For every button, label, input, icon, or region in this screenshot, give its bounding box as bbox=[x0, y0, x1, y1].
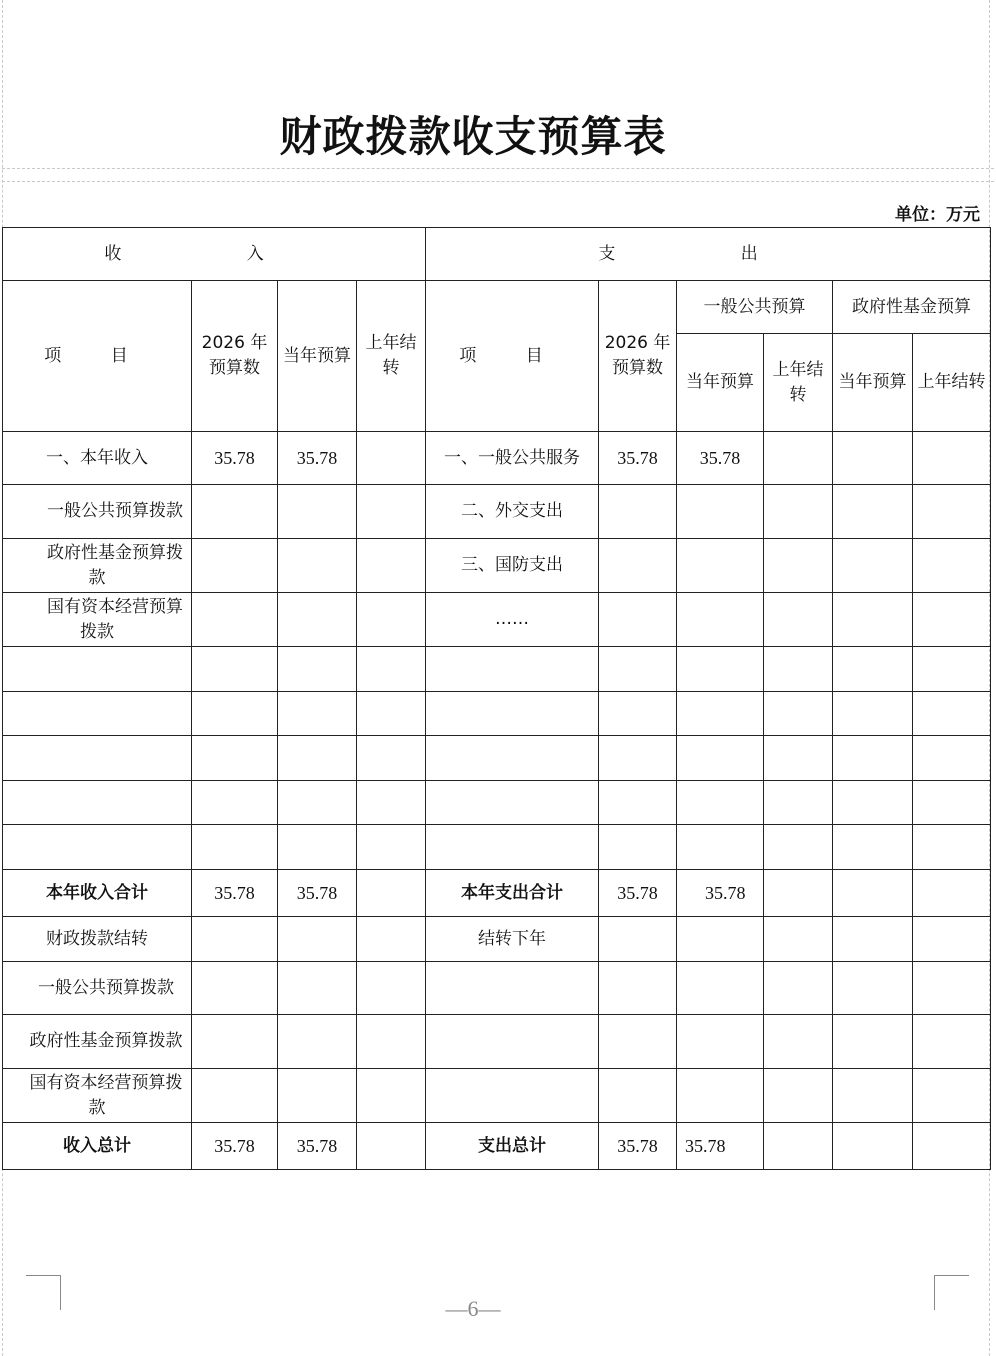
carry-expense-item: 结转下年 bbox=[426, 917, 599, 962]
gf-carry bbox=[913, 539, 991, 593]
gf-current bbox=[833, 485, 913, 539]
income-item: 一般公共预算拨款 bbox=[3, 485, 192, 539]
table-row bbox=[3, 539, 991, 593]
gf-current bbox=[833, 593, 913, 647]
page-number: —6— bbox=[445, 1296, 501, 1321]
income-current bbox=[278, 593, 357, 647]
general-public-budget-header: 一般公共预算 bbox=[677, 281, 833, 334]
gov-fund-budget-header: 政府性基金预算 bbox=[833, 281, 991, 334]
expense-total bbox=[599, 485, 677, 539]
expense-item-header: 项 目 bbox=[426, 281, 599, 432]
budget-table bbox=[2, 227, 991, 1170]
gp-current bbox=[677, 485, 764, 539]
carry-income-item: 国有资本经营预算拨款 bbox=[3, 1069, 192, 1123]
expense-budget-2026-header: 2026 年预算数 bbox=[599, 281, 677, 432]
income-carry bbox=[357, 485, 426, 539]
expense-subtotal-total: 35.78 bbox=[599, 870, 677, 917]
expense-header: 支 出 bbox=[426, 228, 991, 281]
gf-current bbox=[833, 539, 913, 593]
header-guide-bottom bbox=[2, 181, 994, 182]
expense-total bbox=[599, 593, 677, 647]
page-title: 财政拨款收支预算表 bbox=[279, 112, 667, 161]
gf-carry bbox=[913, 485, 991, 539]
income-current bbox=[278, 485, 357, 539]
carry-expense-item bbox=[426, 1015, 599, 1069]
carry-row bbox=[3, 1069, 991, 1123]
column-header-row-1 bbox=[3, 281, 991, 334]
empty-row bbox=[3, 781, 991, 825]
income-item: 国有资本经营预算拨款 bbox=[3, 593, 192, 647]
income-grand-current: 35.78 bbox=[278, 1123, 357, 1170]
gf-current-header: 当年预算 bbox=[833, 334, 913, 432]
carry-income-item: 财政拨款结转 bbox=[3, 917, 192, 962]
income-carry bbox=[357, 539, 426, 593]
gp-carry-header: 上年结转 bbox=[764, 334, 833, 432]
income-budget-2026-header: 2026 年预算数 bbox=[192, 281, 278, 432]
section-header-row bbox=[3, 228, 991, 281]
gp-carry bbox=[764, 593, 833, 647]
carry-row bbox=[3, 962, 991, 1015]
expense-total: 35.78 bbox=[599, 432, 677, 485]
carry-income-item: 一般公共预算拨款 bbox=[3, 962, 192, 1015]
empty-row bbox=[3, 692, 991, 736]
empty-row bbox=[3, 825, 991, 870]
expense-item: …… bbox=[426, 593, 599, 647]
income-grand-total: 35.78 bbox=[192, 1123, 278, 1170]
income-carry bbox=[357, 593, 426, 647]
carry-row bbox=[3, 917, 991, 962]
income-total bbox=[192, 593, 278, 647]
gf-carry bbox=[913, 593, 991, 647]
table-row bbox=[3, 485, 991, 539]
table-row bbox=[3, 432, 991, 485]
carry-row bbox=[3, 1015, 991, 1069]
empty-row bbox=[3, 736, 991, 781]
expense-item: 二、外交支出 bbox=[426, 485, 599, 539]
gp-current: 35.78 bbox=[677, 432, 764, 485]
gf-current bbox=[833, 432, 913, 485]
total-row bbox=[3, 1123, 991, 1170]
carry-income-item: 政府性基金预算拨款 bbox=[3, 1015, 192, 1069]
carry-expense-item bbox=[426, 962, 599, 1015]
gf-carry-header: 上年结转 bbox=[913, 334, 991, 432]
income-item: 一、本年收入 bbox=[3, 432, 192, 485]
expense-grand-total-label: 支出总计 bbox=[426, 1123, 599, 1170]
gp-carry bbox=[764, 539, 833, 593]
expense-grand-total: 35.78 bbox=[599, 1123, 677, 1170]
expense-item: 一、一般公共服务 bbox=[426, 432, 599, 485]
gp-current bbox=[677, 539, 764, 593]
income-total bbox=[192, 485, 278, 539]
unit-label: 单位：万元 bbox=[895, 205, 980, 225]
income-subtotal-current: 35.78 bbox=[278, 870, 357, 917]
income-carry-header: 上年结转 bbox=[357, 281, 426, 432]
gp-current-header: 当年预算 bbox=[677, 334, 764, 432]
subtotal-row bbox=[3, 870, 991, 917]
income-total: 35.78 bbox=[192, 432, 278, 485]
income-current bbox=[278, 539, 357, 593]
income-subtotal-label: 本年收入合计 bbox=[3, 870, 192, 917]
header-guide-top bbox=[2, 168, 994, 169]
expense-total bbox=[599, 539, 677, 593]
gp-carry bbox=[764, 432, 833, 485]
gp-current bbox=[677, 593, 764, 647]
income-current-header: 当年预算 bbox=[278, 281, 357, 432]
income-grand-total-label: 收入总计 bbox=[3, 1123, 192, 1170]
gp-grand-current: 35.78 bbox=[677, 1123, 764, 1170]
income-item-header: 项 目 bbox=[3, 281, 192, 432]
income-item: 政府性基金预算拨款 bbox=[3, 539, 192, 593]
expense-item: 三、国防支出 bbox=[426, 539, 599, 593]
income-subtotal-total: 35.78 bbox=[192, 870, 278, 917]
expense-subtotal-label: 本年支出合计 bbox=[426, 870, 599, 917]
income-carry bbox=[357, 432, 426, 485]
income-current: 35.78 bbox=[278, 432, 357, 485]
carry-expense-item bbox=[426, 1069, 599, 1123]
table-row bbox=[3, 593, 991, 647]
empty-row bbox=[3, 647, 991, 692]
gf-carry bbox=[913, 432, 991, 485]
income-header: 收 入 bbox=[3, 228, 426, 281]
gp-subtotal-current: 35.78 bbox=[677, 870, 764, 917]
gp-carry bbox=[764, 485, 833, 539]
income-total bbox=[192, 539, 278, 593]
